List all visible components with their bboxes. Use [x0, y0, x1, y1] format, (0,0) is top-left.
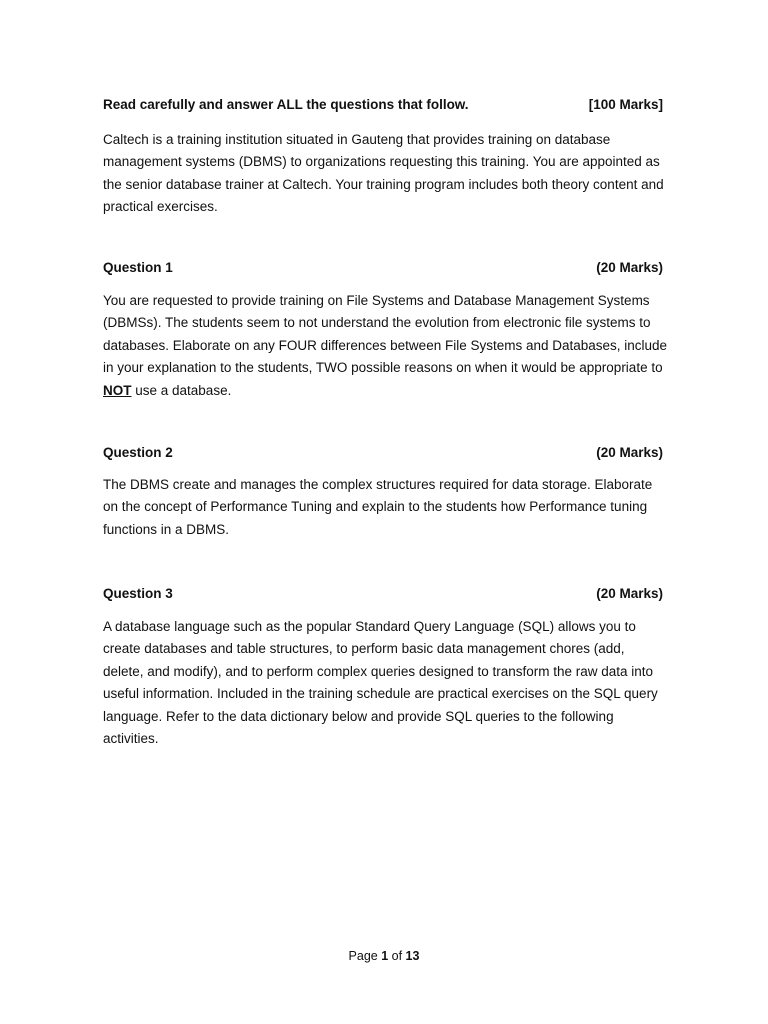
question-1-text [103, 290, 668, 402]
footer-page-current: 1 [381, 949, 389, 963]
instruction-text: Read carefully and answer ALL the questions that follow. [103, 97, 469, 112]
question-1-text-start: You are requested to provide training on File Systems and Database Management Systems (DBMSs). The students seem to not understand the evolution from electronic file systems to databases. Elaborate on any FOUR differences between File Systems and Databases, include in your explanation to the students, TWO possible reasons on when it would be appropriate to [103, 293, 668, 376]
intro-paragraph: Caltech is a training institution situated in Gauteng that provides training on database management systems (DBMS) to organizations requesting this training. You are appointed as the senior database trainer at Caltech. Your training program includes both theory content and practical exercises. [103, 132, 664, 215]
footer-page-middle: of [388, 949, 406, 963]
question-1-text-end: use a database. [131, 382, 232, 398]
page-footer [0, 947, 768, 965]
question-3-title: Question 3 [103, 586, 173, 601]
question-3-text: A database language such as the popular Standard Query Language (SQL) allows you to create databases and table structures, to perform basic data management chores (add, delete, and modify), and to perform complex queries designed to transform the raw data into useful information. Included in the training schedule are practical exercises on the SQL query language. Refer to the data dictionary below and provide SQL queries to the following activities. [103, 619, 658, 747]
question-2-marks: (20 Marks) [596, 445, 663, 460]
total-marks: [100 Marks] [588, 97, 663, 112]
question-1-header [103, 259, 663, 277]
footer-page-prefix: Page [348, 949, 382, 963]
question-1-marks: (20 Marks) [596, 260, 663, 275]
question-2-title: Question 2 [103, 445, 173, 460]
question-3-marks: (20 Marks) [596, 586, 663, 601]
instruction-header [103, 96, 663, 114]
question-2-header [103, 444, 663, 462]
footer-page-total: 13 [405, 949, 420, 963]
question-3-header [103, 585, 663, 603]
question-1-emphasis: NOT [103, 382, 132, 398]
question-2-text: The DBMS create and manages the complex structures required for data storage. Elaborate on the concept of Performance Tuning and explain to the students how Performance tuning functions in a DBMS. [103, 477, 653, 537]
question-1-title: Question 1 [103, 260, 173, 275]
